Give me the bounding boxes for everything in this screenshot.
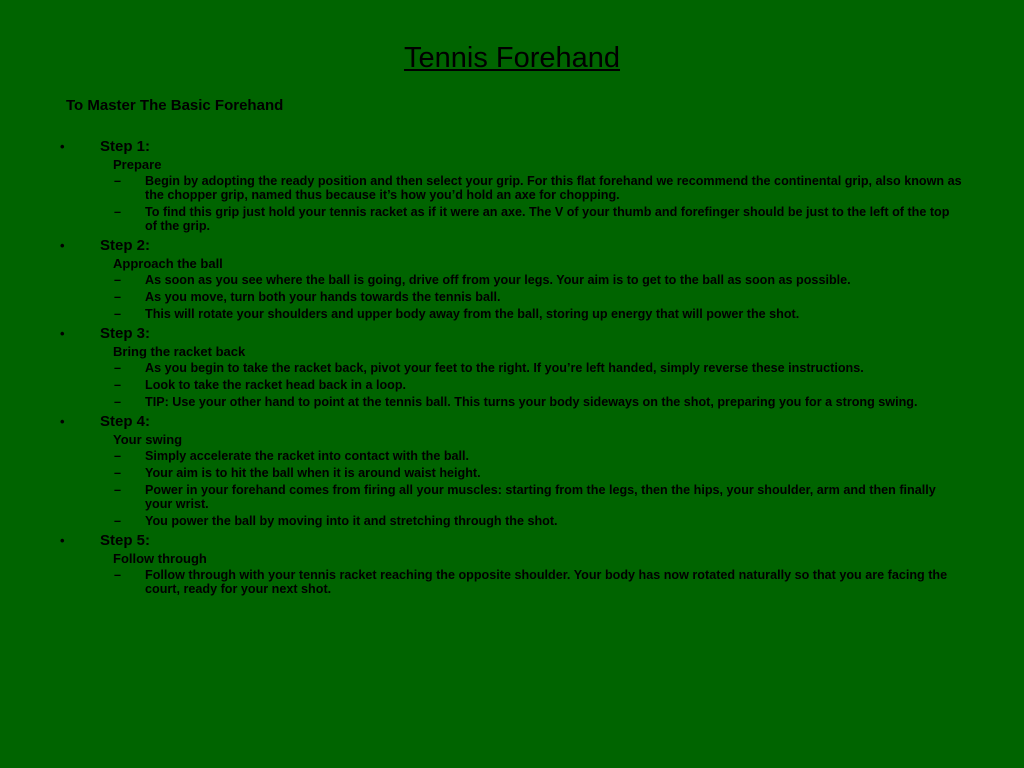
detail-text: To find this grip just hold your tennis racket as if it were an axe. The V of your thumb and forefinger should be just to the left of the top of the grip.: [145, 205, 950, 233]
detail-item: [0, 483, 1024, 511]
detail-item: [0, 378, 1024, 392]
dash-icon: –: [114, 466, 122, 480]
detail-text: Your aim is to hit the ball when it is around waist height.: [145, 466, 481, 480]
detail-text: You power the ball by moving into it and stretching through the shot.: [145, 514, 558, 528]
step-2: [0, 236, 1024, 321]
bullet-icon: •: [60, 326, 65, 341]
step-title: Step 4:: [100, 413, 151, 430]
bullet-icon: •: [60, 139, 65, 154]
step-details: [0, 273, 1024, 321]
detail-item: [0, 514, 1024, 528]
detail-item: [0, 307, 1024, 321]
dash-icon: –: [114, 378, 122, 392]
detail-item: [0, 449, 1024, 463]
bullet-icon: •: [60, 238, 65, 253]
detail-item: [0, 466, 1024, 480]
detail-item: [0, 395, 1024, 409]
step-heading: [0, 236, 1024, 255]
step-5: [0, 531, 1024, 596]
detail-text: Begin by adopting the ready position and then select your grip. For this flat forehand we recommend the continental grip, also known as the chopper grip, named thus because it’s how you’d hold an axe for chopping.: [145, 174, 962, 202]
step-subheading: Your swing: [113, 432, 183, 447]
detail-item: [0, 205, 1024, 233]
detail-text: As you begin to take the racket back, pivot your feet to the right. If you’re left handed, simply reverse these instructions.: [145, 361, 864, 375]
dash-icon: –: [114, 307, 122, 321]
detail-text: Power in your forehand comes from firing all your muscles: starting from the legs, then the hips, your shoulder, arm and then finally your wrist.: [145, 483, 936, 511]
bullet-icon: •: [60, 533, 65, 548]
dash-icon: –: [114, 174, 122, 188]
step-details: [0, 174, 1024, 233]
detail-text: Simply accelerate the racket into contact with the ball.: [145, 449, 470, 463]
slide-subtitle: To Master The Basic Forehand: [66, 97, 284, 114]
detail-text: As you move, turn both your hands towards the tennis ball.: [145, 290, 501, 304]
detail-item: [0, 568, 1024, 596]
detail-item: [0, 290, 1024, 304]
step-1: [0, 137, 1024, 233]
step-heading: [0, 412, 1024, 431]
step-4: [0, 412, 1024, 528]
step-details: [0, 568, 1024, 596]
dash-icon: –: [114, 514, 122, 528]
step-subheading: Bring the racket back: [113, 344, 246, 359]
detail-item: [0, 361, 1024, 375]
bullet-icon: •: [60, 414, 65, 429]
dash-icon: –: [114, 568, 122, 582]
steps-list: [0, 137, 1024, 599]
step-3: [0, 324, 1024, 409]
detail-text: As soon as you see where the ball is going, drive off from your legs. Your aim is to get to the ball as soon as possible.: [145, 273, 851, 287]
step-title: Step 1:: [100, 138, 151, 155]
step-title: Step 2:: [100, 237, 151, 254]
step-subheading: Approach the ball: [113, 256, 223, 271]
dash-icon: –: [114, 361, 122, 375]
step-subheading: Prepare: [113, 157, 162, 172]
step-details: [0, 449, 1024, 528]
step-details: [0, 361, 1024, 409]
step-heading: [0, 324, 1024, 343]
slide-title: Tennis Forehand: [403, 42, 621, 74]
step-heading: [0, 531, 1024, 550]
dash-icon: –: [114, 290, 122, 304]
detail-item: [0, 174, 1024, 202]
dash-icon: –: [114, 205, 122, 219]
dash-icon: –: [114, 273, 122, 287]
dash-icon: –: [114, 449, 122, 463]
dash-icon: –: [114, 483, 122, 497]
step-title: Step 3:: [100, 325, 151, 342]
detail-text: Follow through with your tennis racket reaching the opposite shoulder. Your body has now rotated naturally so that you are facing the court, ready for your next shot.: [145, 568, 948, 596]
step-heading: [0, 137, 1024, 156]
dash-icon: –: [114, 395, 122, 409]
step-title: Step 5:: [100, 532, 151, 549]
detail-text: Look to take the racket head back in a loop.: [145, 378, 407, 392]
detail-text: TIP: Use your other hand to point at the tennis ball. This turns your body sideways on the shot, preparing you for a strong swing.: [145, 395, 918, 409]
detail-text: This will rotate your shoulders and upper body away from the ball, storing up energy that will power the shot.: [145, 307, 800, 321]
detail-item: [0, 273, 1024, 287]
step-subheading: Follow through: [113, 551, 207, 566]
